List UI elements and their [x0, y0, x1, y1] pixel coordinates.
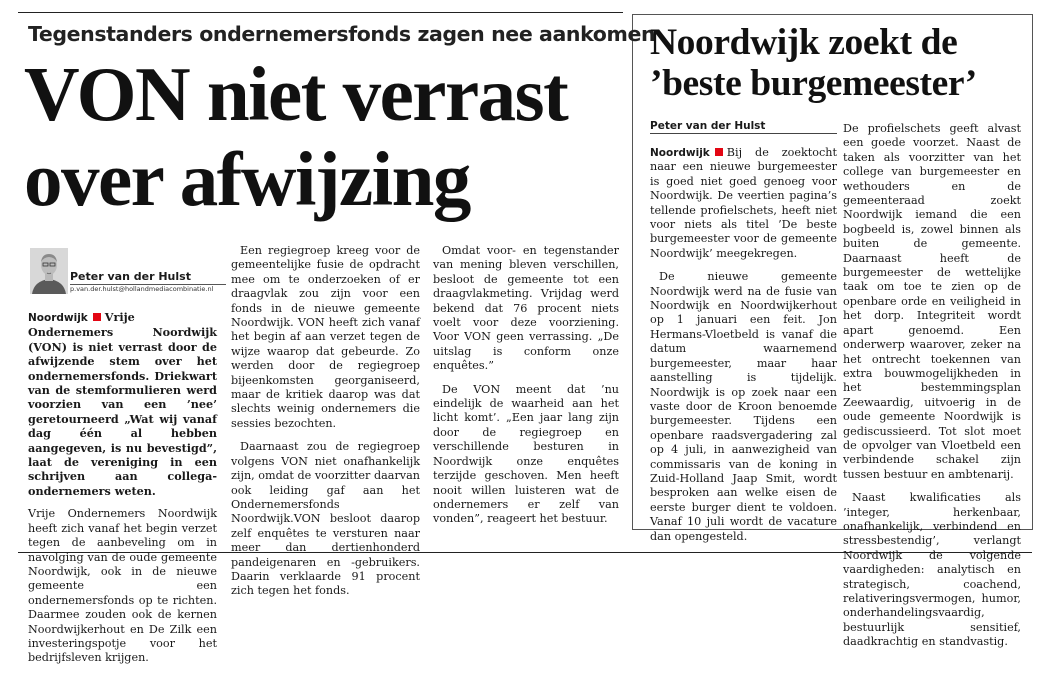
- article-column-1: [28, 310, 217, 675]
- red-square-icon: [93, 313, 101, 321]
- paragraph-3: Een regiegroep kreeg voor de gemeentelijke fusie de opdracht mee om te onderzoeken of er draagvlak zou zijn voor een fonds in de nieuwe gemeente Noordwijk. VON heeft zich vanaf het begin af aan verzet tegen de wijze waarop dat gebeurde. Zo werden door de regiegroep bijeenkomsten georganiseerd, maar de kritiek daarop was dat slechts weinig ondernemers die sessies bezochten.: [231, 244, 420, 430]
- sidebar-column-2: [843, 122, 1021, 659]
- red-square-icon: [715, 148, 723, 156]
- author-name: Peter van der Hulst: [70, 270, 191, 283]
- paragraph-5: Omdat voor- en tegenstander van mening bleven verschillen, besloot de gemeente tot een draagvlakmeting. Vrijdag werd bekend dat 76 procent niets voelt voor deze voorziening. Voor VON geen verrassing. „De uitslag is conform onze enquêtes.”: [433, 244, 619, 373]
- kicker: Tegenstanders ondernemersfonds zagen nee aankomen: [28, 22, 656, 46]
- author-photo-icon: [30, 248, 68, 294]
- sidebar-lead-text: Bij de zoektocht naar een nieuwe burgemeester is goed niet goed genoeg voor Noordwijk. De veertien pagina’s tellende profielschets, heeft niet voor niets als titel ’De beste burgemeester voor de gemeente Noordwijk’ meegekregen.: [650, 146, 837, 260]
- headline: VON niet verrast over afwijzing: [24, 51, 568, 223]
- article-column-2: [231, 244, 420, 608]
- paragraph-6: De VON meent dat ’nu eindelijk de waarheid aan het licht komt’. „Een jaar lang zijn door de regiegroep en verschillende besturen in Noordwijk onze enquêtes terzijde geschoven. Men heeft nooit willen luisteren wat de ondernemers er zelf van vonden”, reageert het bestuur.: [433, 382, 619, 526]
- paragraph-4: Daarnaast zou de regiegroep volgens VON niet onafhankelijk zijn, omdat de voorzitter daarvan ook leiding gaf aan het Ondernemersfonds Noordwijk.VON besloot daarop zelf enquêtes te versturen naar meer dan dertienhonderd pandeigenaren en -gebruikers. Daarin verklaarde 91 procent zich tegen het fonds.: [231, 440, 420, 598]
- author-byline: [30, 244, 218, 296]
- sidebar-paragraph-2: De nieuwe gemeente Noordwijk werd na de fusie van Noordwijk en Noordwijkerhout op 1 januari een feit. Jon Hermans-Vloetbeld is vanaf die datum waarnemend burgemeester, maar haar aanstelling is tijdelijk. Noordwijk is op zoek naar een vaste door de Kroon benoemde burgemeester. Tijdens een openbare raadsvergadering zal op 4 juli, in aanwezigheid van commissaris van de koning in Zuid-Holland Jaap Smit, wordt besproken aan welke eisen de eerste burger dient te voldoen. Vanaf 10 juli wordt de vacature dan opengesteld.: [650, 270, 837, 543]
- sidebar-author: Peter van der Hulst: [650, 120, 837, 134]
- author-email: p.van.der.hulst@hollandmediacombinatie.nl: [70, 285, 214, 293]
- top-rule: [18, 12, 623, 13]
- lead-paragraph: [28, 310, 217, 498]
- sidebar-paragraph-4: Naast kwalificaties als ’integer, herkenbaar, onafhankelijk, verbindend en stressbestendig’, verlangt Noordwijk de volgende vaardigheden: analytisch en strategisch, coachend, relativeringsvermogen, humor, onderhandelingsvaardig, bestuurlijk sensitief, daadkrachtig en standvastig.: [843, 491, 1021, 649]
- sidebar-lead-paragraph: [650, 146, 837, 261]
- paragraph-2: Vrije Ondernemers Noordwijk heeft zich vanaf het begin verzet tegen de aanbeveling om in navolging van de oude gemeente Noordwijk, ook in de nieuwe gemeente een ondernemersfonds op te richten. Daarmee zouden ook de kernen Noordwijkerhout en De Zilk een investeringspotje voor het bedrijfsleven krijgen.: [28, 507, 217, 665]
- sidebar-column-1: [650, 146, 837, 553]
- sidebar-paragraph-3: De profielschets geeft alvast een goede voorzet. Naast de taken als voorzitter van het college van burgemeester en wethouders en de gemeenteraad zoekt Noordwijk iemand die een bogbeeld is, zowel binnen als buiten de gemeente. Daarnaast heeft de burgemeester de wettelijke taak om toe te zien op de openbare orde en veiligheid in het dorp. Integriteit wordt apart genoemd. Een onderwerp waarover, zeker na het ontrecht toekennen van extra bouwmogelijkheden in het bestemmingsplan Zeewaardig, uitvoerig in de oude gemeente Noordwijk is gediscussieerd. Tot slot moet de opvolger van Vloetbeld een verbindende schakel zijn tussen bestuur en ambtenarij.: [843, 122, 1021, 481]
- sidebar-headline: Noordwijk zoekt de ’beste burgemeester’: [650, 22, 977, 105]
- dateline: Noordwijk: [28, 312, 88, 324]
- sidebar-dateline: Noordwijk: [650, 147, 710, 159]
- lead-text: Vrije Ondernemers Noordwijk (VON) is niet verrast door de afwijzende stem over het ondernemersfonds. Driekwart van de stemformulieren werd voorzien van een ’nee’ geretourneerd „Wat wij vanaf dag één al hebben aangegeven, is nu bevestigd”, laat de vereniging in een schrijven aan collega-ondernemers weten.: [28, 310, 217, 498]
- article-column-3: [433, 244, 619, 536]
